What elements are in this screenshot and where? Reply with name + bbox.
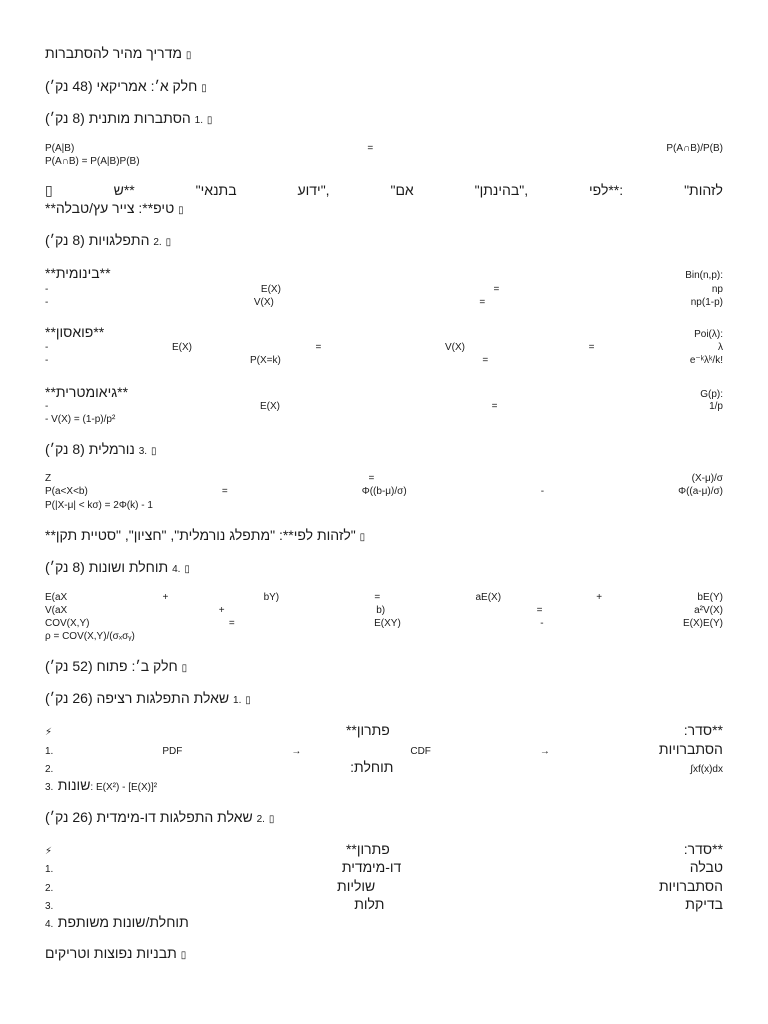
formula-row: - V(X) = np(1-p) [45, 297, 723, 308]
heading-section-b1: ▯ 1. שאלת התפלגות רציפה (26 נק׳) [45, 690, 251, 706]
heading-section-3: ▯ 3. נורמלית (8 נק׳) [45, 441, 157, 457]
box-icon: ▯ [165, 237, 172, 248]
box-icon: ▯ [206, 115, 213, 126]
box-icon: ▯ [180, 950, 187, 961]
heading-section-b2: ▯ 2. שאלת התפלגות דו-מימדית (26 נק׳) [45, 809, 275, 825]
formula-row: - V(X) = (1-p)/p² [45, 414, 116, 425]
formula-row: P(A|B) = P(A∩B)/P(B) [45, 143, 723, 154]
formula-row: E(aX + bY) = aE(X) + bE(Y) [45, 592, 723, 603]
formula-row: Z = (X-μ)/σ [45, 473, 723, 484]
formula-row: COV(X,Y) = E(XY) - E(X)E(Y) [45, 618, 723, 629]
step-row: 1. דו-מימדית טבלה [45, 859, 723, 875]
tip-row: ▯ טיפ**: צייר עץ/טבלה** [45, 200, 184, 216]
formula-row: P(A∩B) = P(A|B)P(B) [45, 156, 140, 167]
heading-part-a: ▯ חלק א׳: אמריקאי (48 נק׳) [45, 78, 207, 94]
solution-order-header: ⚡ פתרון** **סדר: [45, 722, 723, 738]
step-row: 3. תלות בדיקת [45, 896, 723, 912]
box-icon: ▯ [178, 205, 184, 216]
box-icon: ▯ [150, 446, 157, 457]
box-icon: ▯ [184, 564, 190, 575]
formula-row: - E(X) = np [45, 284, 723, 295]
heading-section-4: ▯ 4. תוחלת ושונות (8 נק׳) [45, 559, 190, 575]
arrow-icon: → [291, 746, 302, 757]
formula-row: P(|X-μ| < kσ) = 2Φ(k) - 1 [45, 500, 153, 511]
formula-row: - P(X=k) = e⁻ᵏλᵏ/k! [45, 355, 723, 366]
box-icon: ▯ [245, 695, 251, 706]
box-icon: ▯ [359, 532, 366, 543]
step-row: 3. שונות: E(X²) - [E(X)]² [45, 777, 158, 793]
poisson-header: **פואסון** Poi(λ): [45, 324, 723, 340]
formula-row: - E(X) = 1/p [45, 401, 723, 412]
formula-row: V(aX + b) = a²V(X) [45, 605, 723, 616]
binomial-header: **בינומית** Bin(n,p): [45, 265, 723, 281]
box-icon: ▯ [201, 83, 207, 94]
box-icon: ▯ [185, 50, 192, 61]
formula-row: ρ = COV(X,Y)/(σₓσᵧ) [45, 631, 135, 642]
lightning-icon: ⚡ [45, 727, 53, 738]
heading-part-b: ▯ חלק ב׳: פתוח (52 נק׳) [45, 658, 188, 674]
box-icon: ▯ [181, 663, 188, 674]
geometric-header: **גיאומטרית** G(p): [45, 384, 723, 400]
identify-row: ▯ ש** "בתנאי ידוע", "אם "בהינתן", לפי**: "לזהות [45, 182, 723, 198]
heading-section-2: ▯ 2. התפלגויות (8 נק׳) [45, 232, 172, 248]
box-icon: ▯ [268, 814, 275, 825]
arrow-icon: → [539, 746, 550, 757]
identify-row: ▯ "לזהות לפי**: "מתפלג נורמלית", "חציון", "סטיית תקן** [45, 527, 366, 543]
page-title: ▯ מדריך מהיר להסתברות [45, 45, 192, 61]
formula-row: - E(X) = V(X) = λ [45, 342, 723, 353]
solution-order-header: ⚡ פתרון** **סדר: [45, 841, 723, 857]
heading-section-1: ▯ 1. הסתברות מותנית (8 נק׳) [45, 110, 213, 126]
formula-row: P(a<X<b) = Φ((b-μ)/σ) - Φ((a-μ)/σ) [45, 486, 723, 497]
step-row: 4. תוחלת/שונות משותפת [45, 914, 189, 930]
lightning-icon: ⚡ [45, 846, 53, 857]
step-row: 2. תוחלת: ∫xf(x)dx [45, 759, 723, 775]
heading-patterns: ▯ תבניות נפוצות וטריקים [45, 945, 187, 961]
step-row: 2. שוליות הסתברויות [45, 878, 723, 894]
step-row: 1. PDF → CDF → הסתברויות [45, 741, 723, 757]
